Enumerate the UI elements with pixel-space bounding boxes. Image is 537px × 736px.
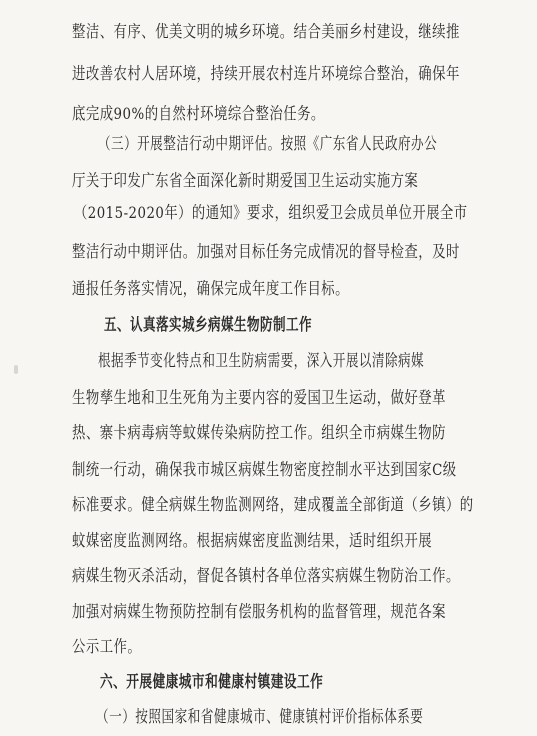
- section-heading-5: 五、认真落实城乡病媒生物防制工作: [104, 315, 312, 334]
- body-line: 公示工作。: [72, 637, 142, 656]
- body-line: 制统一行动，确保我市城区病媒生物密度控制水平达到国家C级: [72, 460, 457, 479]
- body-line: 热、寨卡病毒病等蚊媒传染病防控工作。组织全市病媒生物防: [72, 423, 446, 442]
- body-line: 进改善农村人居环境，持续开展农村连片环境综合整治，确保年: [72, 64, 460, 83]
- body-line: 整洁、有序、优美文明的城乡环境。结合美丽乡村建设，继续推: [72, 22, 460, 41]
- body-line: 通报任务落实情况，确保完成年度工作目标。: [72, 279, 349, 298]
- body-line: （2015-2020年）的通知》要求，组织爱卫会成员单位开展全市: [74, 203, 468, 222]
- body-line: 底完成90%的自然村环境综合整治任务。: [72, 104, 325, 123]
- body-line: （三）开展整洁行动中期评估。按照《广东省人民政府办公: [98, 134, 438, 153]
- body-line: 标准要求。健全病媒生物监测网络，建成覆盖全部街道（乡镇）的: [72, 495, 474, 514]
- scan-mark: [14, 365, 18, 374]
- body-line: 生物孳生地和卫生死角为主要内容的爱国卫生运动，做好登革: [72, 388, 446, 407]
- body-line: 厅关于印发广东省全面深化新时期爱国卫生运动实施方案: [72, 171, 419, 190]
- body-line: 根据季节变化特点和卫生防病需要，深入开展以清除病媒: [98, 351, 425, 370]
- section-heading-6: 六、开展健康城市和健康村镇建设工作: [100, 672, 324, 691]
- body-line: 蚊媒密度监测网络。根据病媒密度监测结果，适时组织开展: [72, 531, 433, 550]
- body-line: 整洁行动中期评估。加强对目标任务完成情况的督导检查，及时: [72, 242, 460, 261]
- body-line: （一）按照国家和省健康城市、健康镇村评价指标体系要: [96, 707, 424, 726]
- body-line: 病媒生物灭杀活动，督促各镇村各单位落实病媒生物防治工作。: [72, 566, 460, 585]
- body-line: 加强对病媒生物预防控制有偿服务机构的监督管理，规范各案: [72, 602, 446, 621]
